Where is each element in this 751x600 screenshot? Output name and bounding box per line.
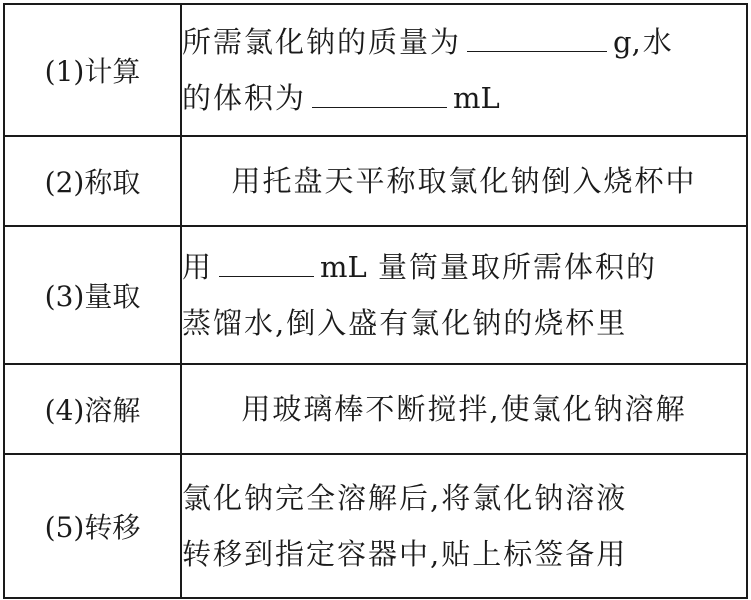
answer-blank[interactable] [219, 246, 314, 277]
unit-label: mL [320, 250, 367, 284]
step-text: 用 [182, 250, 214, 284]
step-content [181, 226, 747, 364]
step-content [181, 4, 747, 136]
step-content [181, 454, 747, 598]
unit-label: mL [453, 81, 500, 115]
step-text: 氯化钠完全溶解后,将氯化钠溶液 [182, 481, 628, 515]
table-row [4, 364, 747, 454]
step-text: 所需氯化钠的质量为 [182, 25, 462, 59]
step-label: (2)称取 [4, 136, 181, 226]
unit-label: g [613, 25, 632, 59]
steps-table [3, 3, 748, 599]
table-row [4, 4, 747, 136]
table-row [4, 136, 747, 226]
answer-blank[interactable] [312, 77, 447, 108]
table-row [4, 454, 747, 598]
step-label: (5)转移 [4, 454, 181, 598]
step-label: (4)溶解 [4, 364, 181, 454]
step-text: 的体积为 [182, 81, 307, 115]
table-row [4, 226, 747, 364]
step-label: (3)量取 [4, 226, 181, 364]
step-text: 量筒量取所需体积的 [366, 250, 657, 284]
answer-blank[interactable] [467, 21, 607, 52]
step-content: 用托盘天平称取氯化钠倒入烧杯中 [181, 136, 747, 226]
step-text: 蒸馏水,倒入盛有氯化钠的烧杯里 [182, 306, 628, 340]
step-text: ,水 [631, 25, 674, 59]
step-label: (1)计算 [4, 4, 181, 136]
step-content: 用玻璃棒不断搅拌,使氯化钠溶解 [181, 364, 747, 454]
step-text: 转移到指定容器中,贴上标签备用 [182, 537, 628, 571]
